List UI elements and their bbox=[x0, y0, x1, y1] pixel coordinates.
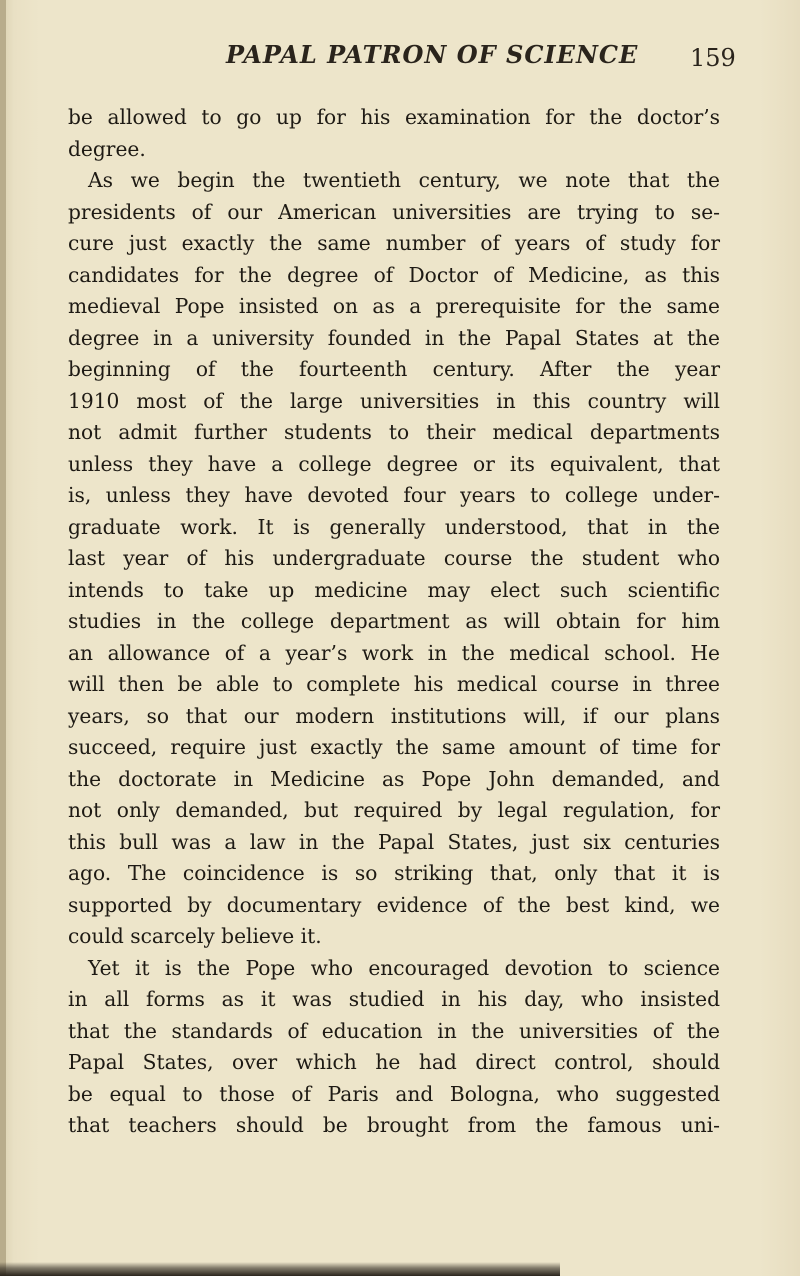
text-line: last year of his undergraduate course the student who bbox=[68, 546, 720, 570]
text-line: will then be able to complete his medical course in three bbox=[68, 672, 720, 696]
page-number: 159 bbox=[690, 44, 736, 72]
text-line: succeed, require just exactly the same amount of time for bbox=[68, 735, 720, 759]
text-line: Papal States, over which he had direct control, should bbox=[68, 1050, 720, 1074]
page-header bbox=[0, 40, 800, 90]
text-line: beginning of the fourteenth century. After the year bbox=[68, 357, 720, 381]
text-line: is, unless they have devoted four years to college under- bbox=[68, 483, 720, 507]
text-line: unless they have a college degree or its equivalent, that bbox=[68, 451, 720, 476]
text-line: be equal to those of Paris and Bologna, who suggested bbox=[68, 1081, 720, 1106]
page-bottom-shadow bbox=[0, 1262, 560, 1276]
body-text bbox=[68, 102, 720, 1142]
text-line: medieval Pope insisted on as a prerequisite for the same bbox=[68, 294, 720, 318]
text-line: that teachers should be brought from the famous uni- bbox=[68, 1113, 720, 1137]
text-line: ago. The coincidence is so striking that, only that it is bbox=[68, 861, 720, 885]
text-line: the doctorate in Medicine as Pope John demanded, and bbox=[68, 766, 720, 791]
text-line: candidates for the degree of Doctor of Medicine, as this bbox=[68, 262, 720, 287]
text-line: could scarcely believe it. bbox=[68, 924, 322, 948]
text-line: intends to take up medicine may elect such scientific bbox=[68, 577, 720, 602]
text-line: presidents of our American universities are trying to se- bbox=[68, 199, 720, 224]
text-line: this bull was a law in the Papal States, just six centuries bbox=[68, 829, 720, 854]
text-line: be allowed to go up for his examination for the doctor’s bbox=[68, 105, 720, 129]
text-line: Yet it is the Pope who encouraged devotion to science bbox=[88, 955, 720, 980]
text-line: cure just exactly the same number of years of study for bbox=[68, 231, 720, 255]
text-line: degree in a university founded in the Papal States at the bbox=[68, 325, 720, 350]
text-line: graduate work. It is generally understood, that in the bbox=[68, 514, 720, 539]
text-line: years, so that our modern institutions will, if our plans bbox=[68, 703, 720, 728]
text-line: in all forms as it was studied in his day, who insisted bbox=[68, 987, 720, 1011]
text-line: 1910 most of the large universities in this country will bbox=[68, 388, 720, 413]
text-line: degree. bbox=[68, 136, 146, 161]
running-head: PAPAL PATRON OF SCIENCE bbox=[226, 40, 639, 69]
text-line: not only demanded, but required by legal regulation, for bbox=[68, 798, 720, 822]
text-line: As we begin the twentieth century, we note that the bbox=[88, 168, 720, 192]
text-line: supported by documentary evidence of the best kind, we bbox=[68, 892, 720, 917]
page-binding-edge bbox=[0, 0, 6, 1276]
text-line: studies in the college department as will obtain for him bbox=[68, 609, 720, 633]
text-line: that the standards of education in the universities of the bbox=[68, 1018, 720, 1043]
text-line: an allowance of a year’s work in the medical school. He bbox=[68, 640, 720, 665]
text-line: not admit further students to their medical departments bbox=[68, 420, 720, 444]
